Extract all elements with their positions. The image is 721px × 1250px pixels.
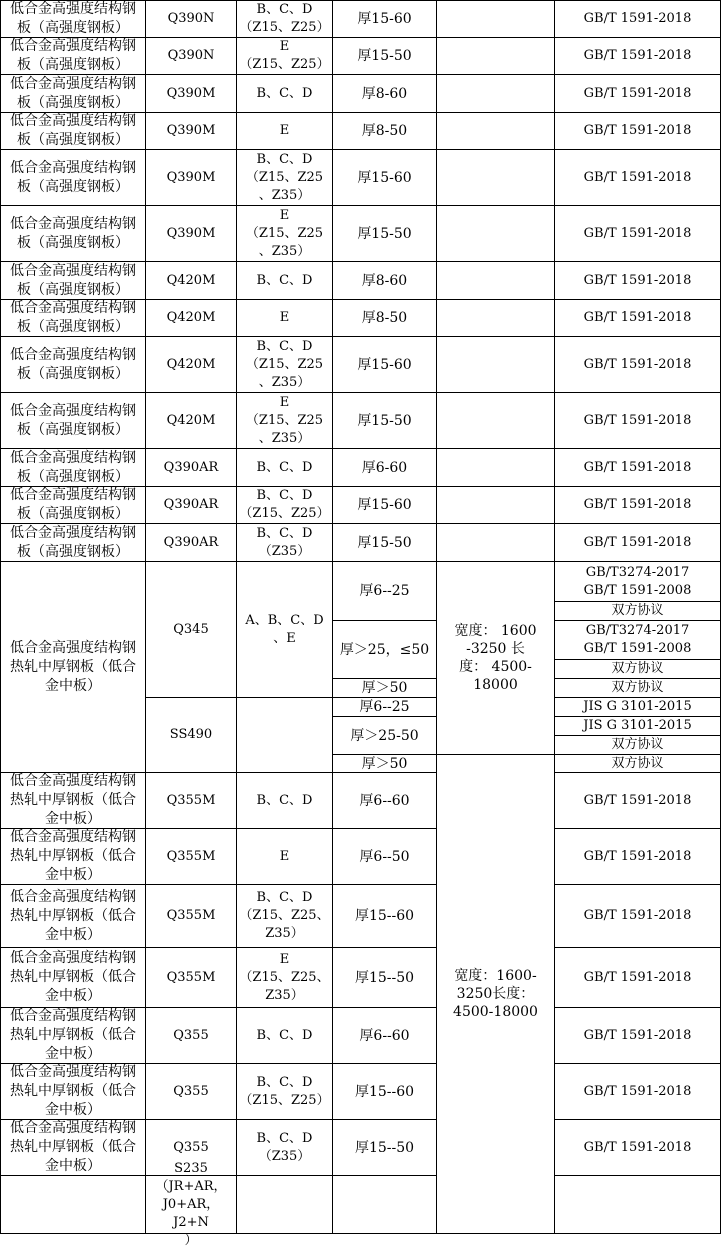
product-name-cell: 低合金高强度结构钢 板（高强度钢板）	[0, 0, 146, 38]
dimension-cell	[437, 206, 555, 262]
grade-cell: Q420M	[146, 393, 237, 449]
dimension-cell	[437, 449, 555, 487]
thickness-cell: 厚15--50	[333, 1120, 437, 1176]
standard-cell: GB/T 1591-2018	[555, 829, 721, 885]
standard-cell: GB/T 1591-2018	[555, 1120, 721, 1176]
standard-cell: GB/T 1591-2018	[555, 948, 721, 1008]
thickness-cell: 厚15--60	[333, 1064, 437, 1120]
quality-grade-cell	[237, 1176, 333, 1234]
thickness-cell	[333, 1176, 437, 1234]
thickness-cell: 厚15-60	[333, 150, 437, 206]
quality-grade-cell: E	[237, 300, 333, 337]
product-name-cell: 低合金高强度结构钢 板（高强度钢板）	[0, 150, 146, 206]
quality-grade-cell: E	[237, 113, 333, 150]
quality-grade-cell: E （Z15、Z25、 Z35）	[237, 948, 333, 1008]
grade-cell: Q420M	[146, 300, 237, 337]
product-name-cell: 低合金高强度结构钢 热轧中厚钢板（低合 金中板）	[0, 885, 146, 948]
grade-cell: Q390AR	[146, 524, 237, 562]
dimension-cell	[437, 337, 555, 393]
grade-cell: Q355M	[146, 948, 237, 1008]
standard-cell: GB/T 1591-2018	[555, 773, 721, 829]
standard-cell: GB/T 1591-2018	[555, 0, 721, 38]
quality-grade-cell: B、C、D （Z35）	[237, 524, 333, 562]
dimension-cell	[437, 300, 555, 337]
standard-cell: GB/T3274-2017 GB/T 1591-2008	[555, 562, 721, 602]
product-name-cell: 低合金高强度结构钢 板（高强度钢板）	[0, 262, 146, 300]
grade-cell: Q355	[146, 1120, 237, 1176]
product-name-cell: 低合金高强度结构钢 热轧中厚钢板（低合 金中板）	[0, 829, 146, 885]
product-name-cell: 低合金高强度结构钢 热轧中厚钢板（低合 金中板）	[0, 562, 146, 773]
product-name-cell: 低合金高强度结构钢 板（高强度钢板）	[0, 449, 146, 487]
grade-cell: Q420M	[146, 262, 237, 300]
thickness-cell: 厚15-50	[333, 38, 437, 75]
grade-cell: Q390M	[146, 113, 237, 150]
quality-grade-cell: B、C、D	[237, 1008, 333, 1064]
standard-cell: 双方协议	[555, 660, 721, 679]
quality-grade-cell: A、B、C、D 、E	[237, 562, 333, 698]
thickness-cell: 厚6--60	[333, 773, 437, 829]
quality-grade-cell: B、C、D	[237, 773, 333, 829]
dimension-cell	[437, 113, 555, 150]
standard-cell: GB/T 1591-2018	[555, 113, 721, 150]
dimension-cell	[437, 487, 555, 524]
standard-cell: 双方协议	[555, 755, 721, 773]
standard-cell: JIS G 3101-2015	[555, 698, 721, 717]
thickness-cell: 厚6-60	[333, 449, 437, 487]
thickness-cell: 厚＞25，≤50	[333, 621, 437, 679]
grade-cell: S235（JR+AR， J0+AR，J2+N ）	[146, 1176, 237, 1234]
standard-cell: GB/T 1591-2018	[555, 1064, 721, 1120]
product-name-cell: 低合金高强度结构钢 板（高强度钢板）	[0, 300, 146, 337]
product-name-cell: 低合金高强度结构钢 板（高强度钢板）	[0, 337, 146, 393]
grade-cell: Q390N	[146, 0, 237, 38]
product-name-cell: 低合金高强度结构钢 热轧中厚钢板（低合 金中板）	[0, 1120, 146, 1176]
thickness-cell: 厚15-50	[333, 206, 437, 262]
quality-grade-cell: B、C、D	[237, 262, 333, 300]
quality-grade-cell: E （Z15、Z25 、Z35）	[237, 206, 333, 262]
standard-cell: GB/T 1591-2018	[555, 524, 721, 562]
thickness-cell: 厚6--25	[333, 562, 437, 621]
standard-cell: GB/T 1591-2018	[555, 393, 721, 449]
dimension-cell	[437, 150, 555, 206]
product-name-cell: 低合金高强度结构钢 板（高强度钢板）	[0, 113, 146, 150]
standard-cell: GB/T 1591-2018	[555, 206, 721, 262]
product-name-cell: 低合金高强度结构钢 板（高强度钢板）	[0, 38, 146, 75]
quality-grade-cell: B、C、D （Z15、Z25、 Z35）	[237, 885, 333, 948]
thickness-cell: 厚8-60	[333, 75, 437, 113]
grade-cell: Q420M	[146, 337, 237, 393]
standard-cell: GB/T 1591-2018	[555, 449, 721, 487]
grade-cell: Q355	[146, 1064, 237, 1120]
thickness-cell: 厚＞50	[333, 755, 437, 773]
standard-cell: GB/T 1591-2018	[555, 150, 721, 206]
standard-cell: 双方协议	[555, 736, 721, 755]
quality-grade-cell: B、C、D	[237, 449, 333, 487]
thickness-cell: 厚15-60	[333, 487, 437, 524]
dimension-cell	[437, 524, 555, 562]
quality-grade-cell: B、C、D （Z15、Z25 、Z35）	[237, 337, 333, 393]
quality-grade-cell: B、C、D （Z15、Z25 、Z35）	[237, 150, 333, 206]
thickness-cell: 厚15--60	[333, 885, 437, 948]
standard-cell: GB/T 1591-2018	[555, 38, 721, 75]
grade-cell: Q390N	[146, 38, 237, 75]
standard-cell: 双方协议	[555, 679, 721, 698]
grade-cell: Q355M	[146, 773, 237, 829]
quality-grade-cell: B、C、D （Z15、Z25）	[237, 0, 333, 38]
product-name-cell	[0, 1176, 146, 1234]
standard-cell: GB/T 1591-2018	[555, 487, 721, 524]
grade-cell: Q390AR	[146, 487, 237, 524]
thickness-cell: 厚6--50	[333, 829, 437, 885]
standard-cell: GB/T 1591-2018	[555, 300, 721, 337]
dimension-cell: 宽度： 1600 -3250 长 度： 4500- 18000	[437, 562, 555, 755]
grade-cell: Q390M	[146, 206, 237, 262]
quality-grade-cell	[237, 698, 333, 773]
thickness-cell: 厚15-60	[333, 0, 437, 38]
quality-grade-cell: B、C、D	[237, 75, 333, 113]
standard-cell: GB/T3274-2017 GB/T 1591-2008	[555, 621, 721, 660]
dimension-cell	[437, 38, 555, 75]
quality-grade-cell: B、C、D （Z15、Z25）	[237, 1064, 333, 1120]
product-name-cell: 低合金高强度结构钢 热轧中厚钢板（低合 金中板）	[0, 1008, 146, 1064]
product-name-cell: 低合金高强度结构钢 热轧中厚钢板（低合 金中板）	[0, 773, 146, 829]
thickness-cell: 厚15-60	[333, 337, 437, 393]
thickness-cell: 厚8-50	[333, 113, 437, 150]
thickness-cell: 厚15-50	[333, 393, 437, 449]
grade-cell: Q390M	[146, 75, 237, 113]
quality-grade-cell: B、C、D （Z15、Z25）	[237, 487, 333, 524]
standard-cell	[555, 1176, 721, 1234]
quality-grade-cell: E （Z15、Z25 、Z35）	[237, 393, 333, 449]
product-name-cell: 低合金高强度结构钢 板（高强度钢板）	[0, 487, 146, 524]
standard-cell: JIS G 3101-2015	[555, 717, 721, 736]
dimension-cell	[437, 0, 555, 38]
product-name-cell: 低合金高强度结构钢 板（高强度钢板）	[0, 75, 146, 113]
quality-grade-cell: B、C、D （Z35）	[237, 1120, 333, 1176]
grade-cell: Q355M	[146, 885, 237, 948]
product-name-cell: 低合金高强度结构钢 板（高强度钢板）	[0, 206, 146, 262]
standard-cell: 双方协议	[555, 602, 721, 621]
thickness-cell: 厚＞25-50	[333, 717, 437, 755]
standard-cell: GB/T 1591-2018	[555, 337, 721, 393]
thickness-cell: 厚15--50	[333, 948, 437, 1008]
grade-cell: Q355	[146, 1008, 237, 1064]
quality-grade-cell: E （Z15、Z25）	[237, 38, 333, 75]
product-name-cell: 低合金高强度结构钢 板（高强度钢板）	[0, 524, 146, 562]
product-name-cell: 低合金高强度结构钢 热轧中厚钢板（低合 金中板）	[0, 1064, 146, 1120]
grade-cell: Q345	[146, 562, 237, 698]
grade-cell: Q390M	[146, 150, 237, 206]
thickness-cell: 厚6--60	[333, 1008, 437, 1064]
standard-cell: GB/T 1591-2018	[555, 885, 721, 948]
product-name-cell: 低合金高强度结构钢 板（高强度钢板）	[0, 393, 146, 449]
thickness-cell: 厚8-50	[333, 300, 437, 337]
dimension-cell	[437, 75, 555, 113]
product-name-cell: 低合金高强度结构钢 热轧中厚钢板（低合 金中板）	[0, 948, 146, 1008]
grade-cell: SS490	[146, 698, 237, 773]
thickness-cell: 厚6--25	[333, 698, 437, 717]
grade-cell: Q355M	[146, 829, 237, 885]
thickness-cell: 厚＞50	[333, 679, 437, 698]
grade-cell: Q390AR	[146, 449, 237, 487]
quality-grade-cell: E	[237, 829, 333, 885]
standard-cell: GB/T 1591-2018	[555, 1008, 721, 1064]
standard-cell: GB/T 1591-2018	[555, 75, 721, 113]
thickness-cell: 厚8-60	[333, 262, 437, 300]
thickness-cell: 厚15-50	[333, 524, 437, 562]
dimension-cell	[437, 262, 555, 300]
standard-cell: GB/T 1591-2018	[555, 262, 721, 300]
dimension-cell	[437, 393, 555, 449]
dimension-cell: 宽度：1600- 3250长度： 4500-18000	[437, 755, 555, 1234]
